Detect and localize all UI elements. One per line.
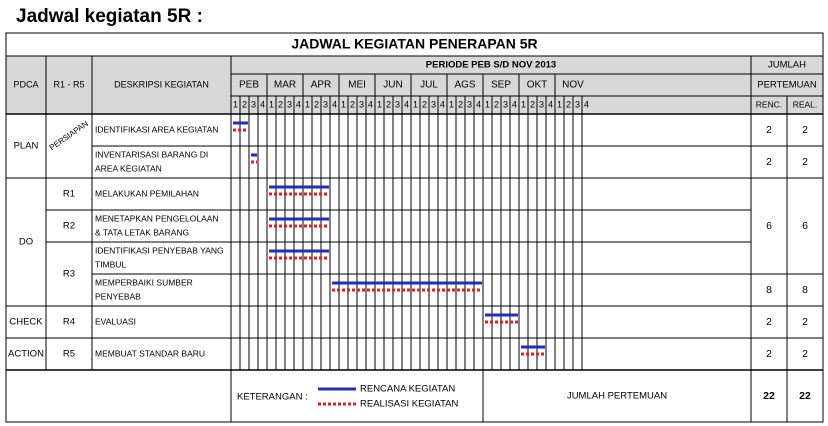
week-number: 4 <box>295 99 302 110</box>
activity-description: AREA KEGIATAN <box>95 163 162 174</box>
week-number: 2 <box>529 99 536 110</box>
week-number: 3 <box>430 99 437 110</box>
r-label-r2: R2 <box>62 220 76 232</box>
week-number: 2 <box>313 99 320 110</box>
renc-value: 6 <box>766 219 772 232</box>
week-number: 4 <box>331 99 338 110</box>
week-number: 4 <box>439 99 446 110</box>
month-label-ags: AGS <box>454 79 476 91</box>
week-number: 2 <box>493 99 500 110</box>
renc-value: 2 <box>766 155 772 168</box>
month-label-mar: MAR <box>273 79 297 91</box>
header-r: R1 - R5 <box>53 79 85 90</box>
header-real: REAL. <box>792 99 818 110</box>
header-pdca: PDCA <box>13 79 39 90</box>
week-number: 3 <box>250 99 257 110</box>
pdca-plan: PLAN <box>13 140 39 152</box>
page-heading: Jadwal kegiatan 5R : <box>16 6 203 27</box>
week-number: 2 <box>457 99 464 110</box>
week-number: 4 <box>367 99 374 110</box>
legend-keterangan: KETERANGAN : <box>237 391 308 403</box>
month-label-mei: MEI <box>348 79 366 91</box>
month-label-jul: JUL <box>420 79 438 91</box>
month-label-nov: NOV <box>562 79 584 91</box>
week-number: 3 <box>502 99 509 110</box>
activity-description: MEMBUAT STANDAR BARU <box>95 348 206 359</box>
activity-description: EVALUASI <box>95 316 136 327</box>
week-number: 3 <box>394 99 401 110</box>
renc-value: 2 <box>766 315 772 328</box>
month-label-sep: SEP <box>490 79 512 91</box>
week-number: 3 <box>286 99 293 110</box>
real-value: 2 <box>802 123 808 136</box>
total-real: 22 <box>799 389 811 402</box>
week-number: 2 <box>385 99 392 110</box>
renc-value: 8 <box>766 283 772 296</box>
activity-description: IDENTIFIKASI AREA KEGIATAN <box>95 124 219 135</box>
renc-value: 2 <box>766 347 772 360</box>
r-label-persiapan: PERSIAPAN <box>47 119 90 153</box>
week-number: 2 <box>241 99 248 110</box>
week-number: 1 <box>412 99 419 110</box>
header-periode: PERIODE PEB S/D NOV 2013 <box>425 59 557 71</box>
activity-description: MEMPERBAIKI SUMBER <box>95 277 193 288</box>
pdca-check: CHECK <box>9 316 43 328</box>
week-number: 2 <box>421 99 428 110</box>
month-label-peb: PEB <box>238 79 260 91</box>
header-jumlah: JUMLAH <box>767 59 807 71</box>
real-value: 8 <box>802 283 808 296</box>
header-pertemuan: PERTEMUAN <box>757 79 817 91</box>
week-number: 1 <box>340 99 347 110</box>
r-label-r5: R5 <box>62 348 76 360</box>
week-number: 2 <box>349 99 356 110</box>
pdca-do: DO <box>18 236 34 248</box>
month-label-jun: JUN <box>383 79 403 91</box>
real-value: 2 <box>802 155 808 168</box>
activity-description: IDENTIFIKASI PENYEBAB YANG <box>95 245 224 256</box>
week-number: 1 <box>448 99 455 110</box>
real-value: 2 <box>802 315 808 328</box>
legend-rencana: RENCANA KEGIATAN <box>360 383 456 395</box>
week-number: 3 <box>538 99 545 110</box>
activity-description: & TATA LETAK BARANG <box>95 227 190 238</box>
real-value: 6 <box>802 219 808 232</box>
r-label-r4: R4 <box>62 316 76 328</box>
week-number: 4 <box>259 99 266 110</box>
total-renc: 22 <box>763 389 775 402</box>
week-number: 4 <box>475 99 482 110</box>
week-number: 1 <box>304 99 311 110</box>
activity-description: TIMBUL <box>95 259 127 270</box>
legend-realisasi: REALISASI KEGIATAN <box>360 398 459 410</box>
week-number: 1 <box>556 99 563 110</box>
activity-description: INVENTARISASI BARANG DI <box>95 149 209 160</box>
week-number: 3 <box>322 99 329 110</box>
week-number: 3 <box>358 99 365 110</box>
renc-value: 2 <box>766 123 772 136</box>
week-number: 4 <box>403 99 410 110</box>
week-number: 1 <box>484 99 491 110</box>
week-number: 4 <box>583 99 590 110</box>
week-number: 1 <box>376 99 383 110</box>
week-number: 2 <box>565 99 572 110</box>
week-number: 3 <box>574 99 581 110</box>
week-number: 4 <box>547 99 554 110</box>
week-number: 2 <box>277 99 284 110</box>
table-title: JADWAL KEGIATAN PENERAPAN 5R <box>291 35 538 52</box>
week-number: 1 <box>268 99 275 110</box>
month-label-okt: OKT <box>526 79 548 91</box>
month-label-apr: APR <box>310 79 332 91</box>
activity-description: PENYEBAB <box>95 291 141 302</box>
week-number: 1 <box>520 99 527 110</box>
pdca-action: ACTION <box>8 348 44 360</box>
header-deskripsi: DESKRIPSI KEGIATAN <box>114 79 209 90</box>
activity-description: MELAKUKAN PEMILAHAN <box>95 188 199 199</box>
r-label-r3: R3 <box>62 268 76 280</box>
header-renc: RENC. <box>755 99 783 110</box>
r-label-r1: R1 <box>62 188 76 200</box>
week-number: 1 <box>232 99 239 110</box>
week-number: 4 <box>511 99 518 110</box>
footer-jumlah-pertemuan: JUMLAH PERTEMUAN <box>566 390 668 402</box>
real-value: 2 <box>802 347 808 360</box>
activity-description: MENETAPKAN PENGELOLAAN <box>95 213 219 224</box>
week-number: 3 <box>466 99 473 110</box>
